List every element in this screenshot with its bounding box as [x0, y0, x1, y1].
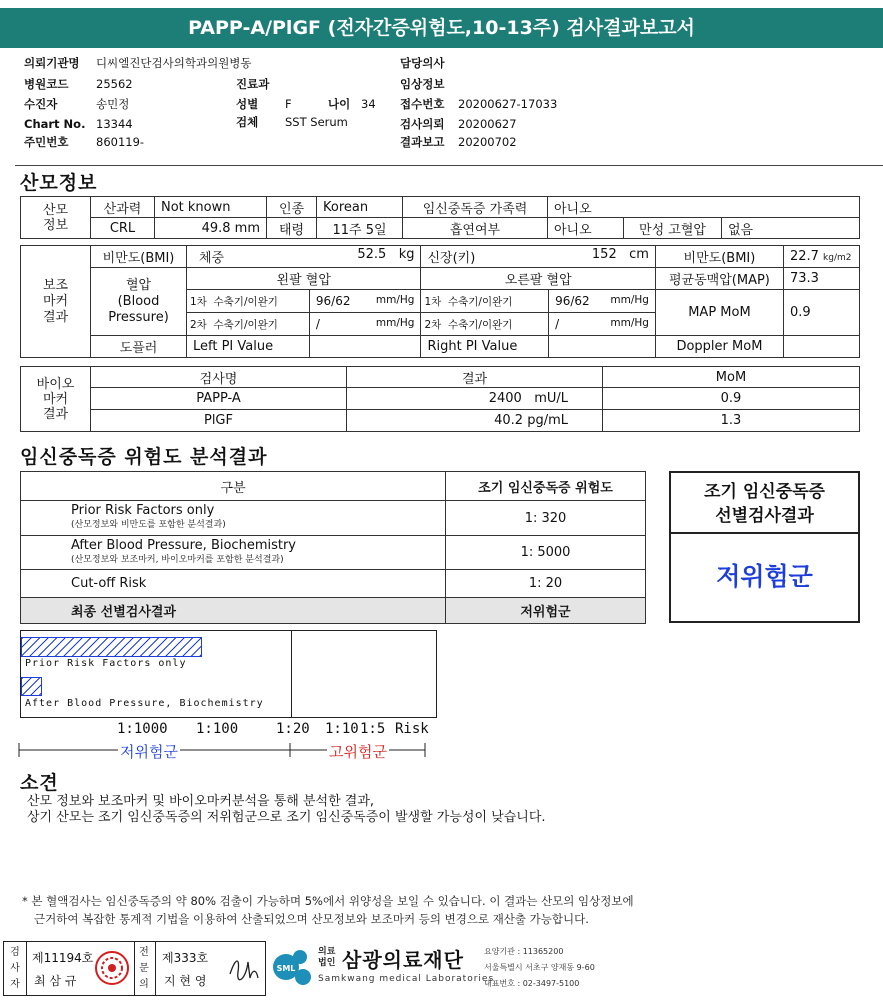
bmi-unit: kg/m2: [823, 253, 852, 263]
tick-label: 1:5: [360, 721, 386, 737]
left-pi-value: [309, 336, 421, 358]
doppler-mom-label: Doppler MoM: [655, 336, 783, 358]
ga-label: 태령: [267, 218, 317, 239]
right-bp-2-label: [421, 313, 549, 336]
analysis-table: [20, 471, 646, 624]
left-pi-label: Left PI Value: [187, 336, 310, 358]
col-result: 결과: [347, 367, 603, 388]
map-value: 73.3: [783, 268, 859, 290]
smoke-label: 흡연여부: [403, 218, 548, 239]
risk-bar-after-label: After Blood Pressure, Biochemistry: [25, 698, 264, 709]
signature-icon: [226, 952, 262, 986]
first-label: 1차: [424, 295, 442, 308]
bio-mom: 1.3: [603, 410, 860, 432]
receipt-value: 20200627-17033: [458, 97, 558, 111]
tester-no: 제11194호: [32, 951, 94, 965]
disclaimer-note: [22, 892, 634, 928]
risk-bar-after: [21, 677, 42, 696]
right-bp-1: [549, 290, 656, 313]
report-date-label: 결과보고: [400, 135, 445, 149]
analysis-row-title: After Blood Pressure, Biochemistry: [71, 537, 296, 553]
org-contact: [484, 944, 595, 992]
family-history-value: 아니오: [548, 197, 860, 218]
report-title: PAPP-A/PlGF (전자간증위험도,10-13주) 검사결과보고서: [0, 8, 883, 48]
checker-no: 제333호: [162, 951, 209, 965]
analysis-row-label: [21, 501, 446, 536]
bio-group-label: 바이오 마커 결과: [21, 367, 91, 432]
final-result-value: 저위험군: [446, 598, 646, 624]
htn-value: 없음: [722, 218, 860, 239]
tick-label: 1:1000: [117, 721, 168, 737]
analysis-row-sub: (산모정보와 보조마커, 바이오마커를 포함한 분석결과): [71, 554, 284, 565]
divider: [155, 942, 156, 995]
cutoff-line: [291, 631, 292, 717]
tester-label: 검사자: [10, 947, 20, 990]
height-value: 152: [591, 247, 617, 262]
chart-value: 13344: [96, 117, 133, 131]
bio-mom: 0.9: [603, 388, 860, 410]
org-small: 의료 법인: [318, 947, 336, 968]
obesity-label: 비만도(BMI): [91, 246, 187, 268]
analysis-row-title: Prior Risk Factors only: [71, 503, 215, 518]
analysis-row-value: 1: 5000: [446, 536, 646, 570]
map-mom-label: MAP MoM: [655, 290, 783, 336]
parity-value: Not known: [155, 197, 267, 218]
checker-label: 전문의: [139, 947, 149, 990]
bio-result-value: 40.2: [494, 413, 524, 428]
crl-label: CRL: [91, 218, 155, 239]
screening-result-box: [669, 471, 860, 623]
bio-result-unit: pg/mL: [527, 413, 568, 428]
family-history-label: 임신중독증 가족력: [403, 197, 548, 218]
bp-label: 혈압 (Blood Pressure): [91, 268, 187, 336]
first-label: 1차: [190, 295, 207, 308]
org-value: 디씨엘진단검사의학과의원병동: [96, 56, 252, 70]
screening-result-value: 저위험군: [716, 562, 813, 591]
right-pi-value: [549, 336, 656, 358]
seal-icon: [94, 950, 130, 986]
race-label: 인종: [267, 197, 317, 218]
id-value: 860119-: [96, 135, 145, 149]
bmi-label: 비만도(BMI): [655, 246, 783, 268]
analysis-row-value: 1: 320: [446, 501, 646, 536]
tick-label: 1:20: [276, 721, 310, 737]
org-en: Samkwang medical Laboratories: [318, 974, 495, 984]
analysis-row-value: 1: 20: [446, 570, 646, 598]
htn-label: 만성 고혈압: [624, 218, 722, 239]
bio-result: [347, 410, 603, 432]
analysis-section-title: 임신중독증 위험도 분석결과: [20, 446, 268, 468]
opinion-text: [27, 794, 546, 826]
unit: mm/Hg: [610, 317, 649, 329]
receipt-label: 접수번호: [400, 97, 445, 111]
map-mom-value: 0.9: [783, 290, 859, 336]
height-unit: cm: [629, 247, 649, 262]
maternal-table: [20, 196, 860, 239]
table-row: [21, 388, 860, 410]
biomarker-table: [20, 366, 860, 432]
smoke-value: 아니오: [548, 218, 624, 239]
right-arm-label: 오른팔 혈압: [421, 268, 655, 290]
risk-chart: [20, 630, 437, 718]
test-date-value: 20200627: [458, 117, 517, 131]
final-result-label: 최종 선별검사결과: [21, 598, 446, 624]
doppler-label: 도플러: [91, 336, 187, 358]
test-date-label: 검사의뢰: [400, 117, 445, 131]
divider: [26, 942, 27, 995]
left-bp-2-value: /: [315, 317, 320, 331]
col-category: 구분: [21, 472, 446, 501]
parity-label: 산과력: [91, 197, 155, 218]
code-value: 25562: [96, 77, 133, 91]
org-tel: 대표번호 : 02-3497-5100: [484, 979, 580, 988]
maternal-group-label: 산모 정보: [21, 197, 91, 239]
left-bp-1-label: [187, 290, 310, 313]
tick-label: 1:100: [196, 721, 239, 737]
height-cell: [421, 246, 655, 268]
sysdia-label: 수축기/이완기: [213, 318, 278, 331]
analysis-row-label: [21, 536, 446, 570]
doctor-label: 담당의사: [400, 56, 445, 70]
sml-logo-text: SML: [276, 964, 296, 973]
sysdia-label: 수축기/이완기: [213, 295, 278, 308]
high-risk-label: 고위험군: [329, 743, 387, 761]
unit: mm/Hg: [610, 294, 649, 306]
opinion-line: 산모 정보와 보조마커 및 바이오마커분석을 통해 분석한 결과,: [27, 794, 375, 809]
opinion-section-title: 소견: [20, 772, 59, 794]
sex-label: 성별: [236, 97, 259, 111]
right-pi-label: Right PI Value: [421, 336, 549, 358]
screening-result-title: 조기 임신중독증 선별검사결과: [671, 473, 858, 534]
second-label: 2차: [190, 318, 207, 331]
maternal-section-title: 산모정보: [20, 172, 98, 194]
aux-group-label: 보조 마커 결과: [21, 246, 91, 358]
tick-label: 1:10: [325, 721, 359, 737]
chart-axis-ticks: [0, 721, 883, 739]
left-bp-1: [309, 290, 421, 313]
dept-label: 진료과: [236, 77, 270, 91]
name-label: 수진자: [24, 97, 58, 111]
col-test: 검사명: [91, 367, 347, 388]
tester-name: 최 삼 규: [34, 974, 77, 988]
aux-marker-table: [20, 245, 860, 358]
bio-test-name: PAPP-A: [91, 388, 347, 410]
org-code: 요양기관 : 11365200: [484, 947, 564, 956]
signature-box: [3, 941, 266, 996]
clinical-label: 임상정보: [400, 77, 445, 91]
specimen-label: 검체: [236, 115, 259, 129]
divider: [134, 942, 135, 995]
weight-value: 52.5: [357, 247, 387, 262]
right-bp-2: [549, 313, 656, 336]
code-label: 병원코드: [24, 77, 69, 91]
note-line: 근거하여 복잡한 통계적 기법을 이용하여 산출되었으며 산모정보와 보조마커 등의 변경으로 재산출 가능합니다.: [34, 912, 589, 926]
right-bp-1-value: 96/62: [555, 294, 590, 308]
risk-bar-prior: [21, 637, 202, 657]
org-label: 의뢰기관명: [24, 56, 80, 70]
table-row: [21, 501, 646, 536]
table-row: [21, 410, 860, 432]
col-risk: 조기 임신중독증 위험도: [446, 472, 646, 501]
header-divider: [15, 165, 883, 166]
bio-result-unit: mU/L: [534, 391, 568, 406]
analysis-row-sub: (산모정보와 비만도를 포함한 분석결과): [71, 520, 226, 530]
sysdia-label: 수축기/이완기: [447, 318, 513, 331]
table-row: [21, 570, 646, 598]
specimen-value: SST Serum: [285, 115, 348, 129]
sex-value: F: [285, 97, 292, 111]
name-value: 송민정: [96, 97, 130, 111]
bmi-value: 22.7: [789, 249, 819, 264]
race-value: Korean: [317, 197, 403, 218]
unit: mm/Hg: [375, 294, 415, 306]
id-label: 주민번호: [24, 135, 69, 149]
low-risk-label: 저위험군: [120, 743, 178, 761]
sml-logo-icon: [270, 945, 314, 991]
col-mom: MoM: [603, 367, 860, 388]
org-address: 서울특별시 서초구 양재동 9-60: [484, 963, 595, 972]
checker-name: 지 현 영: [164, 974, 207, 988]
height-label: 신장(키): [427, 251, 476, 266]
weight-label: 체중: [199, 251, 225, 266]
left-bp-2: [309, 313, 421, 336]
bmi-cell: [783, 246, 859, 268]
left-bp-2-label: [187, 313, 310, 336]
note-line: * 본 혈액검사는 임신중독증의 약 80% 검출이 가능하며 5%에서 위양성을 보일 수 있습니다. 이 결과는 산모의 임상정보에: [22, 894, 634, 908]
doppler-mom-value: [783, 336, 859, 358]
table-row: [21, 536, 646, 570]
map-label: 평균동맥압(MAP): [655, 268, 783, 290]
bio-result: [347, 388, 603, 410]
chart-label: Chart No.: [24, 117, 86, 131]
sysdia-label: 수축기/이완기: [447, 295, 513, 308]
report-date-value: 20200702: [458, 135, 517, 149]
analysis-row-title: Cut-off Risk: [21, 570, 446, 598]
org-name: 삼광의료재단: [342, 948, 464, 972]
risk-bar-prior-label: Prior Risk Factors only: [25, 658, 187, 669]
left-arm-label: 왼팔 혈압: [187, 268, 421, 290]
left-bp-1-value: 96/62: [315, 294, 351, 308]
bio-result-value: 2400: [488, 391, 522, 406]
weight-unit: kg: [398, 247, 415, 262]
right-bp-2-value: /: [555, 317, 560, 331]
age-label: 나이: [328, 97, 351, 111]
tick-label: Risk: [395, 721, 429, 737]
unit: mm/Hg: [375, 317, 415, 329]
right-bp-1-label: [421, 290, 549, 313]
second-label: 2차: [424, 318, 442, 331]
crl-value: 49.8 mm: [155, 218, 267, 239]
opinion-line: 상기 산모는 조기 임신중독증의 저위험군으로 조기 임신중독증이 발생할 가능성이 낮습니다.: [27, 810, 546, 825]
ga-value: 11주 5일: [317, 218, 403, 239]
bio-test-name: PlGF: [91, 410, 347, 432]
weight-cell: [187, 246, 421, 268]
age-value: 34: [361, 97, 376, 111]
